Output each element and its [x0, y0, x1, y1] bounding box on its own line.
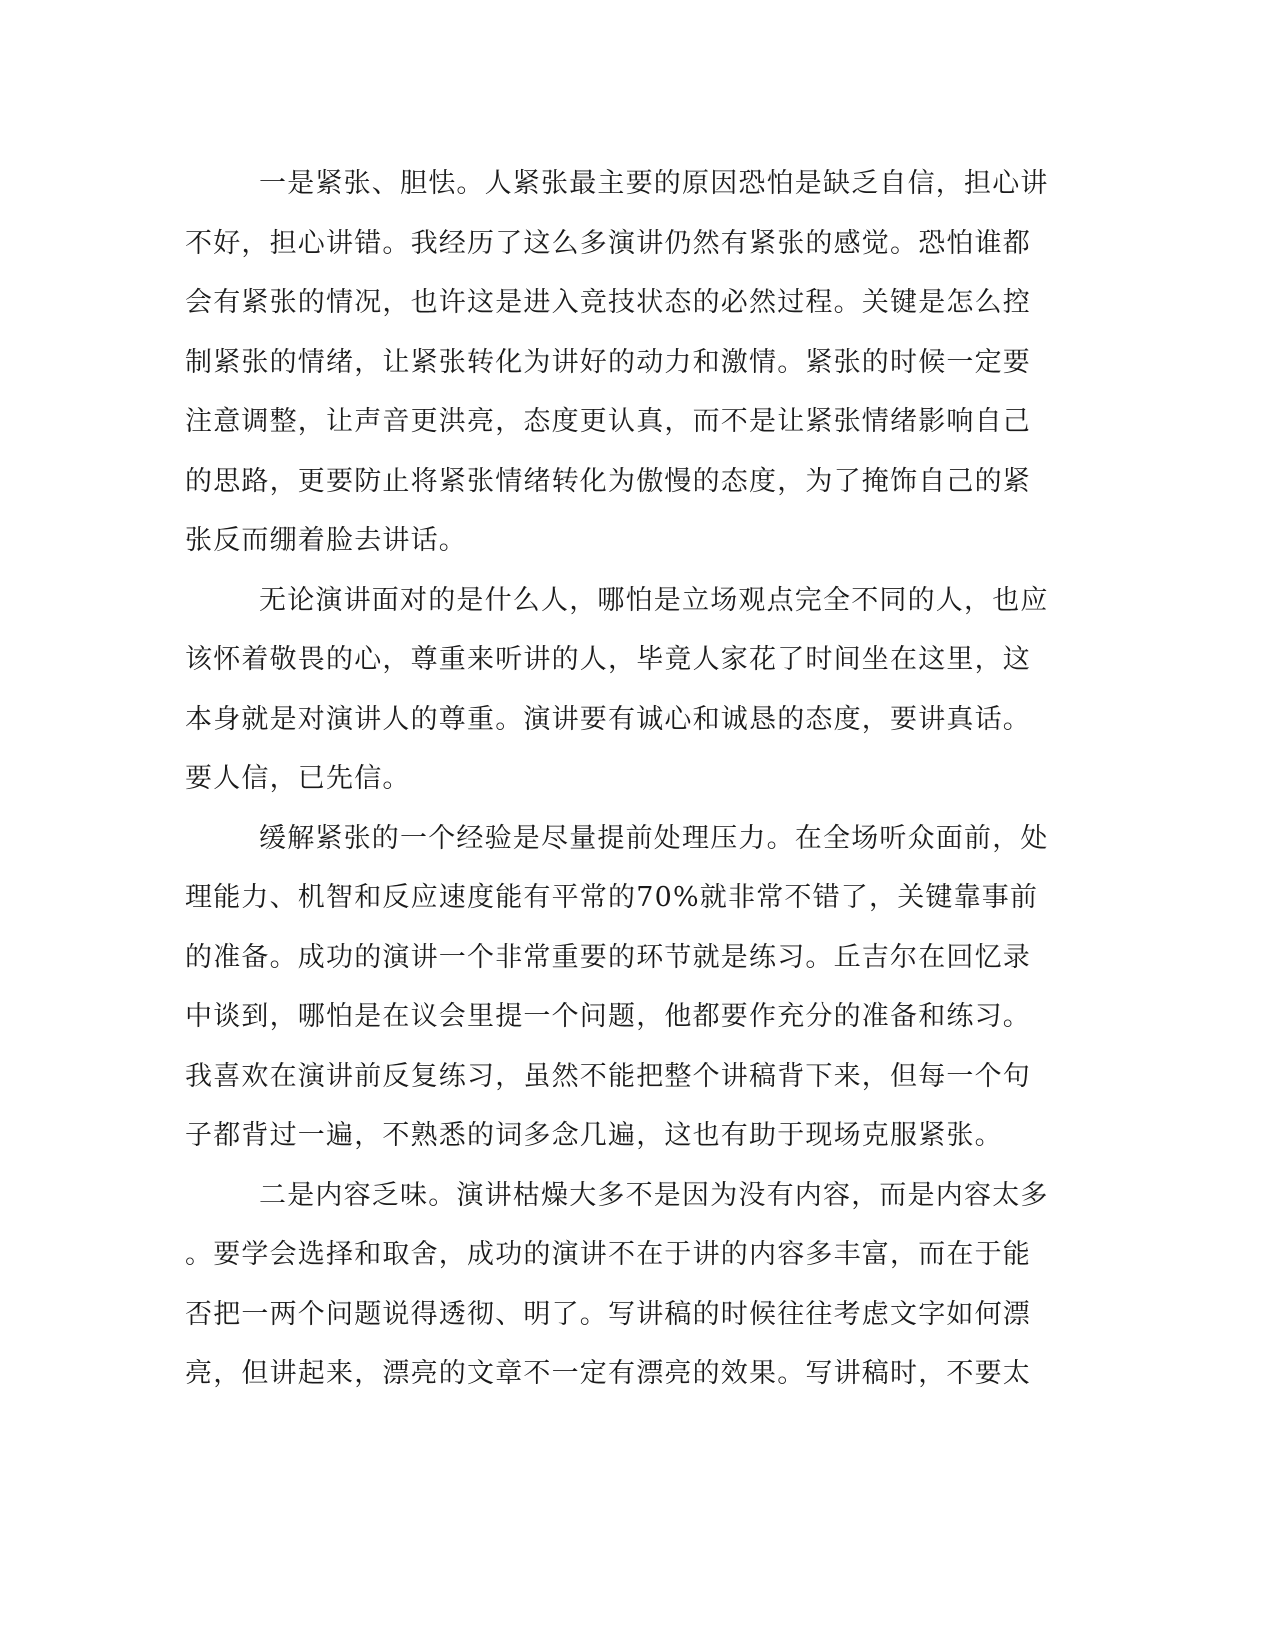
document-body [185, 154, 1049, 1404]
text-line: 子都背过一遍，不熟悉的词多念几遍，这也有助于现场克服紧张。 [185, 1120, 1003, 1151]
text-line: 制紧张的情绪，让紧张转化为讲好的动力和激情。紧张的时候一定要 [185, 346, 1031, 378]
text-line: 不好，担心讲错。我经历了这么多演讲仍然有紧张的感觉。恐怕谁都 [185, 227, 1031, 259]
text-line: 会有紧张的情况，也许这是进入竞技状态的必然过程。关键是怎么控 [185, 287, 1031, 318]
text-line: 理能力、机智和反应速度能有平常的70%就非常不错了，关键靠事前 [185, 882, 1039, 913]
text-line: 要人信，已先信。 [185, 763, 411, 794]
text-line: 缓解紧张的一个经验是尽量提前处理压力。在全场听众面前，处 [259, 822, 1049, 854]
text-line: 我喜欢在演讲前反复练习，虽然不能把整个讲稿背下来，但每一个句 [185, 1060, 1031, 1092]
text-line: 张反而绷着脸去讲话。 [185, 525, 467, 556]
text-line: 亮，但讲起来，漂亮的文章不一定有漂亮的效果。写讲稿时，不要太 [185, 1358, 1031, 1389]
text-line: 中谈到，哪怕是在议会里提一个问题，他都要作充分的准备和练习。 [185, 1001, 1031, 1032]
text-line: 否把一两个问题说得透彻、明了。写讲稿的时候往往考虑文字如何漂 [185, 1298, 1031, 1330]
text-line: 。要学会选择和取舍，成功的演讲不在于讲的内容多丰富，而在于能 [185, 1239, 1031, 1270]
text-line: 的准备。成功的演讲一个非常重要的环节就是练习。丘吉尔在回忆录 [185, 941, 1031, 973]
text-line: 该怀着敬畏的心，尊重来听讲的人，毕竟人家花了时间坐在这里，这 [185, 644, 1031, 675]
text-line: 本身就是对演讲人的尊重。演讲要有诚心和诚恳的态度，要讲真话。 [185, 703, 1031, 735]
text-line: 二是内容乏味。演讲枯燥大多不是因为没有内容，而是内容太多 [259, 1179, 1049, 1211]
text-line: 无论演讲面对的是什么人，哪怕是立场观点完全不同的人，也应 [259, 584, 1049, 616]
text-line: 的思路，更要防止将紧张情绪转化为傲慢的态度，为了掩饰自己的紧 [185, 465, 1031, 497]
text-line: 注意调整，让声音更洪亮，态度更认真，而不是让紧张情绪影响自己 [185, 406, 1031, 437]
text-line: 一是紧张、胆怯。人紧张最主要的原因恐怕是缺乏自信，担心讲 [259, 168, 1049, 199]
